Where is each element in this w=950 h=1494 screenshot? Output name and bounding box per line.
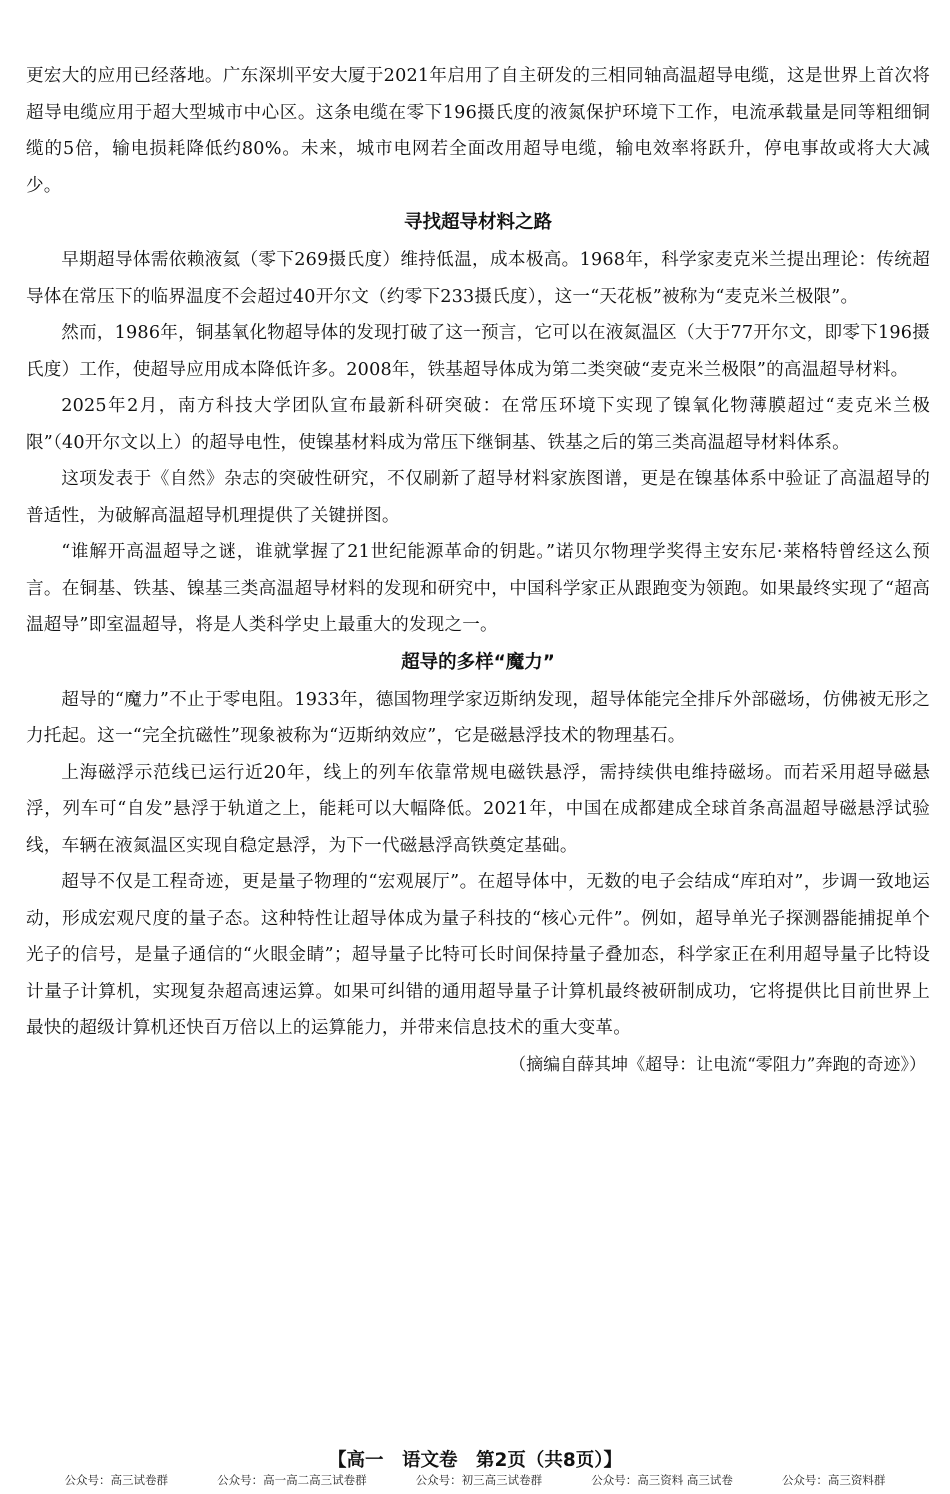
paragraph: 超导不仅是工程奇迹，更是量子物理的“宏观展厅”。在超导体中，无数的电子会结成“库珀对”，步调一致地运动，形成宏观尺度的量子态。这种特性让超导体成为量子科技的“核心元件”。例如，超导单光子探测器能捕捉单个光子的信号，是量子通信的“火眼金睛”；超导量子比特可长时间保持量子叠加态，科学家正在利用超导量子比特设计量子计算机，实现复杂超高速运算。如果可纠错的通用超导量子计算机最终被研制成功，它将提供比目前世界上最快的超级计算机还快百万倍以上的运算能力，并带来信息技术的重大变革。 (26, 872, 930, 1038)
footer-note: 公众号：初三高三试卷群 (415, 1473, 543, 1487)
section-heading-magic: 超导的多样“魔力” (401, 651, 555, 673)
footer-note: 公众号：高三资料群 (781, 1473, 886, 1487)
paragraph: 2025年2月，南方科技大学团队宣布最新科研突破：在常压环境下实现了镍氧化物薄膜超过“麦克米兰极限”（40开尔文以上）的超导电性，使镍基材料成为常压下继铜基、铁基之后的第三类高温超导材料体系。 (26, 396, 930, 453)
paragraph: “谁解开高温超导之谜，谁就掌握了21世纪能源革命的钥匙。”诺贝尔物理学奖得主安东尼·莱格特曾经这么预言。在铜基、铁基、镍基三类高温超导材料的发现和研究中，中国科学家正从跟跑变为领跑。如果最终实现了“超高温超导”即室温超导，将是人类科学史上最重大的发现之一。 (26, 542, 930, 635)
source-citation: （摘编自薛其坤《超导：让电流“零阻力”奔跑的奇迹》） (509, 1054, 926, 1075)
footer-note: 公众号：高三试卷群 (64, 1473, 169, 1487)
paragraph: 超导的“魔力”不止于零电阻。1933年，德国物理学家迈斯纳发现，超导体能完全排斥外部磁场，仿佛被无形之力托起。这一“完全抗磁性”现象被称为“迈斯纳效应”，它是磁悬浮技术的物理基石。 (26, 689, 930, 746)
footer-note: 公众号：高一高二高三试卷群 (217, 1473, 367, 1487)
page-footer-title: 【高一 语文卷 第2页（共8页）】 (328, 1450, 622, 1471)
article-body (26, 58, 930, 1083)
paragraph: 早期超导体需依赖液氦（零下269摄氏度）维持低温，成本极高。1968年，科学家麦克米兰提出理论：传统超导体在常压下的临界温度不会超过40开尔文（约零下233摄氏度），这一“天花板”被称为“麦克米兰极限”。 (26, 250, 930, 307)
footer-notes (0, 1472, 950, 1488)
paragraph-continued: 更宏大的应用已经落地。广东深圳平安大厦于2021年启用了自主研发的三相同轴高温超导电缆，这是世界上首次将超导电缆应用于超大型城市中心区。这条电缆在零下196摄氏度的液氮保护环境下工作，电流承载量是同等粗细铜缆的5倍，输电损耗降低约80%。未来，城市电网若全面改用超导电缆，输电效率将跃升，停电事故或将大大减少。 (26, 66, 930, 196)
footer-note: 公众号：高三资料 高三试卷 (591, 1473, 733, 1487)
section-heading-materials: 寻找超导材料之路 (403, 212, 552, 233)
paragraph: 这项发表于《自然》杂志的突破性研究，不仅刷新了超导材料家族图谱，更是在镍基体系中验证了高温超导的普适性，为破解高温超导机理提供了关键拼图。 (26, 469, 930, 526)
paragraph: 上海磁浮示范线已运行近20年，线上的列车依靠常规电磁铁悬浮，需持续供电维持磁场。而若采用超导磁悬浮，列车可“自发”悬浮于轨道之上，能耗可以大幅降低。2021年，中国在成都建成全球首条高温超导磁悬浮试验线，车辆在液氮温区实现自稳定悬浮，为下一代磁悬浮高铁奠定基础。 (26, 762, 930, 856)
paragraph: 然而，1986年，铜基氧化物超导体的发现打破了这一预言，它可以在液氮温区（大于77开尔文，即零下196摄氏度）工作，使超导应用成本降低许多。2008年，铁基超导体成为第二类突破“麦克米兰极限”的高温超导材料。 (26, 323, 930, 380)
